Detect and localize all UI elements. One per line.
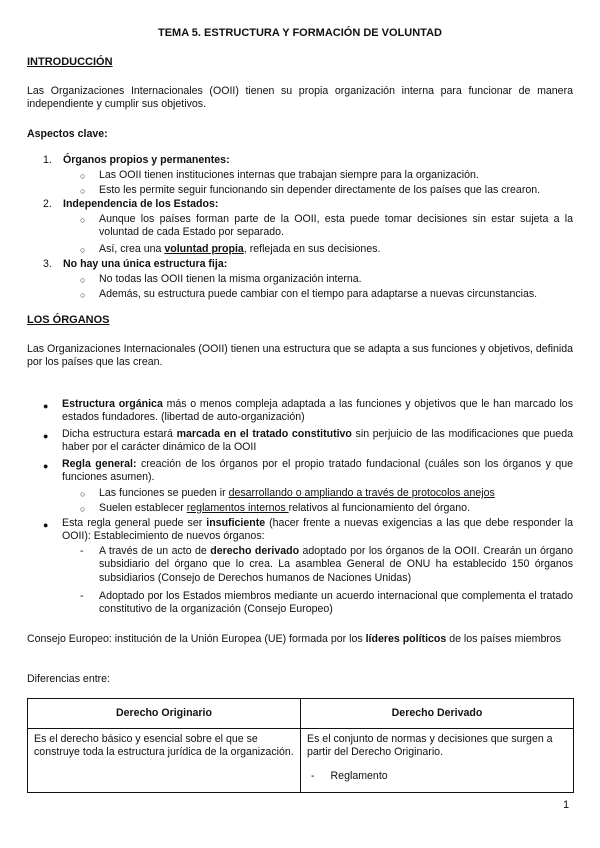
intro-heading: INTRODUCCIÓN bbox=[27, 56, 113, 68]
aspecto-3-title: No hay una única estructura fija: bbox=[63, 258, 228, 270]
aspecto-1-number: 1. bbox=[43, 154, 52, 166]
table-header-originario: Derecho Originario bbox=[28, 699, 301, 729]
voluntad-propia-term: voluntad propia bbox=[164, 243, 244, 255]
organos-bullet-3-sub-1: Las funciones se pueden ir desarrollando o ampliando a través de protocolos anejos bbox=[99, 487, 495, 499]
nuevos-organos-item-1: A través de un acto de derecho derivado adoptado por los órganos de la OOII. Crearán un órgano subsidiario del órgano que lo crea. La asamblea General de ONU ha establecido 150 órganos subsidiarios (Consejo de Derechos humanos de Naciones Unidas) bbox=[99, 545, 573, 584]
organos-heading: LOS ÓRGANOS bbox=[27, 314, 110, 326]
diferencias-label: Diferencias entre: bbox=[27, 673, 111, 685]
aspecto-2-sub-2: Así, crea una voluntad propia, reflejada en sus decisiones. bbox=[99, 243, 381, 255]
aspecto-2-title: Independencia de los Estados: bbox=[63, 198, 219, 210]
organos-bullet-2: Dicha estructura estará marcada en el tratado constitutivo sin perjuicio de las modificaciones que pueda haber por el carácter dinámico de la OOII bbox=[62, 428, 573, 454]
aspecto-3-sub-1: No todas las OOII tienen la misma organización interna. bbox=[99, 273, 362, 285]
hollow-bullet-icon: ○ bbox=[80, 215, 86, 225]
table-row bbox=[28, 729, 574, 793]
table-header-row bbox=[28, 699, 574, 729]
organos-bullet-3: Regla general: creación de los órganos por el propio tratado fundacional (cuáles son los órganos y que funciones asumen). bbox=[62, 458, 573, 484]
round-bullet-icon: ● bbox=[43, 461, 49, 471]
aspectos-heading: Aspectos clave: bbox=[27, 128, 108, 140]
derivado-definition: Es el conjunto de normas y decisiones que surgen a partir del Derecho Originario. bbox=[307, 733, 553, 759]
document-title: TEMA 5. ESTRUCTURA Y FORMACIÓN DE VOLUNTAD bbox=[158, 27, 442, 39]
round-bullet-icon: ● bbox=[43, 401, 49, 411]
aspecto-3-sub-2: Además, su estructura puede cambiar con el tiempo para adaptarse a nuevas circunstancias. bbox=[99, 288, 538, 300]
hollow-bullet-icon: ○ bbox=[80, 290, 86, 300]
dash-marker: - bbox=[80, 590, 84, 602]
hollow-bullet-icon: ○ bbox=[80, 171, 86, 181]
diferencias-table bbox=[27, 698, 574, 793]
aspecto-1-title: Órganos propios y permanentes: bbox=[63, 154, 230, 166]
organos-bullet-1: Estructura orgánica más o menos compleja adaptada a las funciones y objetivos que le han marcado los estados fundadores. (libertad de auto-organización) bbox=[62, 398, 573, 424]
consejo-europeo-note: Consejo Europeo: institución de la Unión Europea (UE) formada por los líderes políticos de los países miembros bbox=[27, 633, 562, 645]
dash-marker: - bbox=[311, 769, 315, 782]
intro-text: Las Organizaciones Internacionales (OOII) tienen su propia organización interna para funcionar de manera independiente y cumplir sus objetivos. bbox=[27, 85, 573, 111]
aspecto-1-sub-1: Las OOII tienen instituciones internas que trabajan siempre para la organización. bbox=[99, 169, 479, 181]
round-bullet-icon: ● bbox=[43, 520, 49, 530]
hollow-bullet-icon: ○ bbox=[80, 275, 86, 285]
organos-bullet-4: Esta regla general puede ser insuficiente (hacer frente a nuevas exigencias a las que debe responder la OOII): Establecimiento de nuevos órganos: bbox=[62, 517, 573, 543]
aspecto-2-number: 2. bbox=[43, 198, 52, 210]
nuevos-organos-item-2: Adoptado por los Estados miembros mediante un acuerdo internacional que complementa el tratado constitutivo de la organización (Consejo Europeo) bbox=[99, 590, 573, 616]
table-cell-derivado bbox=[301, 729, 574, 793]
table-cell-originario: Es el derecho básico y esencial sobre el que se construye toda la estructura jurídica de la organización. bbox=[28, 729, 301, 793]
page-number: 1 bbox=[563, 799, 570, 811]
round-bullet-icon: ● bbox=[43, 431, 49, 441]
dash-marker: - bbox=[80, 545, 84, 557]
organos-bullet-3-sub-2: Suelen establecer reglamentos internos relativos al funcionamiento del órgano. bbox=[99, 502, 471, 514]
table-header-derivado: Derecho Derivado bbox=[301, 699, 574, 729]
hollow-bullet-icon: ○ bbox=[80, 489, 86, 499]
aspecto-1-sub-2: Esto les permite seguir funcionando sin depender directamente de los países que las crearon. bbox=[99, 184, 541, 196]
aspecto-2-sub-1: Aunque los países forman parte de la OOII, esta puede tomar decisiones sin estar sujeta a la voluntad de cada Estado por separado. bbox=[99, 213, 573, 239]
aspecto-3-number: 3. bbox=[43, 258, 52, 270]
hollow-bullet-icon: ○ bbox=[80, 504, 86, 514]
organos-text: Las Organizaciones Internacionales (OOII) tienen una estructura que se adapta a sus funciones y objetivos, definida por los países que las crean. bbox=[27, 343, 573, 369]
derivado-list-item: - Reglamento bbox=[311, 769, 388, 782]
hollow-bullet-icon: ○ bbox=[80, 186, 86, 196]
hollow-bullet-icon: ○ bbox=[80, 245, 86, 255]
